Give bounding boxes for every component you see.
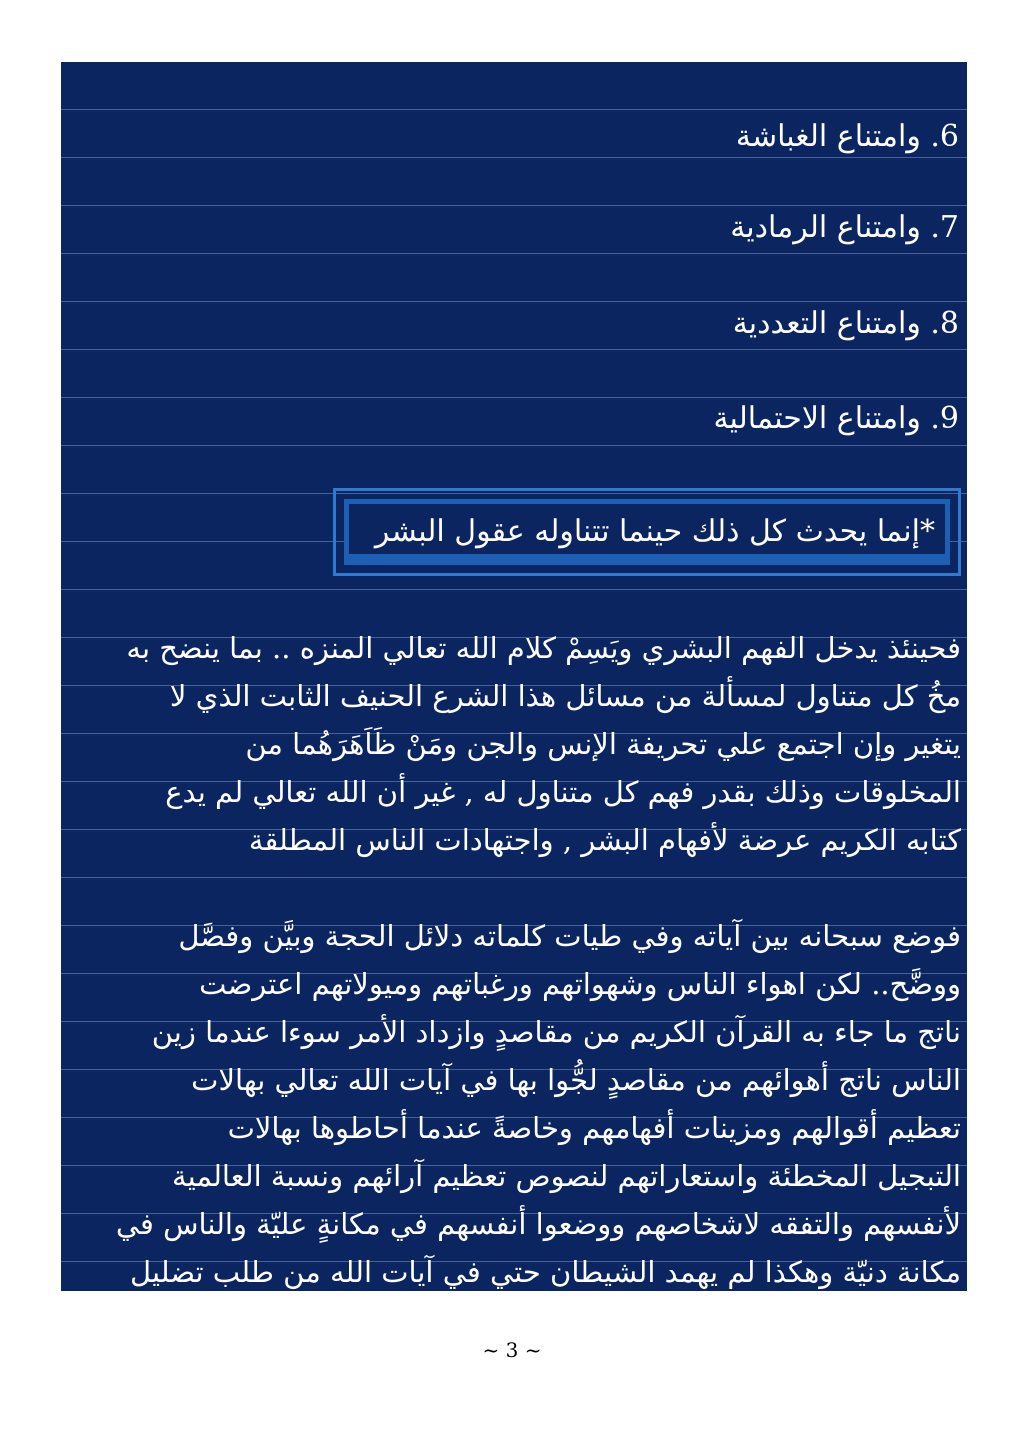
list-item: 7. وامتناع الرمادية: [730, 210, 959, 245]
page-number: ~ 3 ~: [482, 1338, 542, 1362]
paragraph-line: الناس ناتج أهوائهم من مقاصدٍ لجُّوا بها في آيات الله تعالي بهالات: [191, 1063, 961, 1097]
paragraph-line: ناتج ما جاء به القرآن الكريم من مقاصدٍ وازداد الأمر سوءا عندما زين: [151, 1015, 961, 1049]
paragraph-line: التبجيل المخطئة واستعاراتهم لنصوص تعظيم آرائهم ونسبة العالمية: [172, 1159, 961, 1193]
paragraph-line: المخلوقات وذلك بقدر فهم كل متناول له , غير أن الله تعالي لم يدع: [165, 775, 961, 809]
paragraph-line: ووضَّح.. لكن اهواء الناس وشهواتهم ورغباتهم وميولاتهم اعترضت: [199, 967, 961, 1001]
paragraph-line: كتابه الكريم عرضة لأفهام البشر , واجتهادات الناس المطلقة: [248, 823, 961, 857]
highlight-text: *إنما يحدث كل ذلك حينما تتناوله عقول البشر: [374, 514, 935, 549]
paragraph-line: مكانة دنيّة وهكذا لم يهمد الشيطان حتي في آيات الله من طلب تضليل: [130, 1255, 961, 1289]
list-item: 8. وامتناع التعددية: [732, 306, 959, 341]
content-panel: [61, 62, 967, 1291]
paragraph-line: يتغير وإن اجتمع علي تحريفة الإنس والجن ومَنْ ظَاَهَرَهُما من: [245, 727, 961, 761]
paragraph-1: [67, 624, 961, 864]
paragraph-line: لأنفسهم والتفقه لاشخاصهم ووضعوا أنفسهم في مكانةٍ عليّة والناس في: [115, 1207, 961, 1241]
paragraph-line: مخُ كل متناول لمسألة من مسائل هذا الشرع الحنيف الثابت الذي لا: [169, 679, 961, 713]
list-item: 6. وامتناع الغباشة: [735, 119, 959, 154]
highlight-box: [333, 488, 961, 576]
paragraph-line: فحينئذ يدخل الفهم البشري ويَسِمْ كلام الله تعالي المنزه .. بما ينضح به: [126, 631, 961, 665]
list-item: 9. وامتناع الاحتمالية: [713, 401, 959, 436]
paragraph-line: تعظيم أقوالهم ومزينات أفهامهم وخاصةً عندما أحاطوها بهالات: [227, 1111, 961, 1145]
paragraph-2: [67, 912, 961, 1296]
paragraph-line: فوضع سبحانه بين آياته وفي طيات كلماته دلائل الحجة وبيَّن وفصَّل: [178, 919, 961, 953]
